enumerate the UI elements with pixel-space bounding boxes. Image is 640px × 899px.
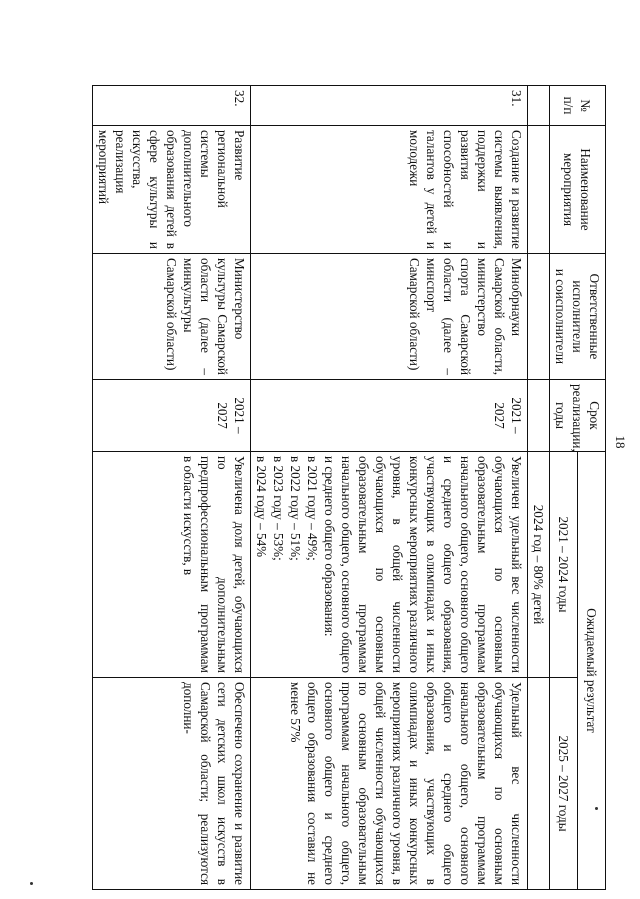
scan-speck — [30, 882, 33, 885]
row-number: 32. — [93, 86, 251, 126]
table-row — [251, 86, 528, 890]
page-number: 18 — [613, 435, 628, 449]
result-yearly-values: в 2021 году – 49%; в 2022 году – 51%; в 2023 году – 53%; в 2024 году – 54% — [254, 456, 320, 561]
row-result-period-1 — [251, 452, 528, 678]
result-text: Увеличен удельный вес численности обучающихся по основным образовательным программам начального общего, основного общего и среднего общего образования, участвующих в олимпиадах и иных конкурсных мероприятиях различного уровня, в общей численности обучающихся по основным образовательным программам начального общего, основного общего и среднего общего образования: — [322, 456, 524, 673]
row-responsible: Министерство культуры Самарской области (далее – минкультуры Самарской области) — [93, 254, 251, 380]
row-responsible: Минобрнауки Самарской области, министерство спорта Самарской области (далее – минспорт Самарской области) — [251, 254, 528, 380]
header-term: Срок реализации, годы — [550, 380, 606, 452]
header-expected-result: Ожидаемый результат — [578, 452, 606, 890]
header-row — [578, 86, 606, 890]
row-number: 31. — [251, 86, 528, 126]
scan-speck — [595, 807, 598, 810]
table-row-carryover — [528, 86, 550, 890]
row-name: Развитие региональной системы дополнительного образования детей в сфере культуры и искусства, реализация мероприятий — [93, 126, 251, 254]
row-term: 2021 – 2027 — [93, 380, 251, 452]
plan-table — [92, 85, 606, 890]
row-name: Создание и развитие системы выявления, поддержки и развития способностей и талантов у детей и молодежи — [251, 126, 528, 254]
header-period-1: 2021 – 2024 годы — [550, 452, 578, 678]
header-period-2: 2025 – 2027 годы — [550, 678, 578, 890]
row-result-period-2: Обеспечено сохранение и развитие сети детских школ искусств в Самарской области; реализуются дополни- — [93, 678, 251, 890]
row-term: 2021 – 2027 — [251, 380, 528, 452]
header-responsible: Ответственные исполнители и соисполнители — [550, 254, 606, 380]
row-result-period-1: Увеличена доля детей, обучающихся по дополнительным предпрофессиональным программам в области искусств, в — [93, 452, 251, 678]
header-name: Наименование мероприятия — [550, 126, 606, 254]
carryover-text: 2024 год – 80% детей — [528, 452, 550, 678]
header-no: № п/п — [550, 86, 606, 126]
row-result-period-2: Удельный вес численности обучающихся по основным образовательным программам начального общего, основного общего и среднего общего образования, участвующих в олимпиадах и иных конкурсных мероприятиях различного уровня, в общей численности обучающихся по основным образовательным программам начального общего, основного общего и среднего общего образования составил не менее 57% — [251, 678, 528, 890]
table-row — [93, 86, 251, 890]
